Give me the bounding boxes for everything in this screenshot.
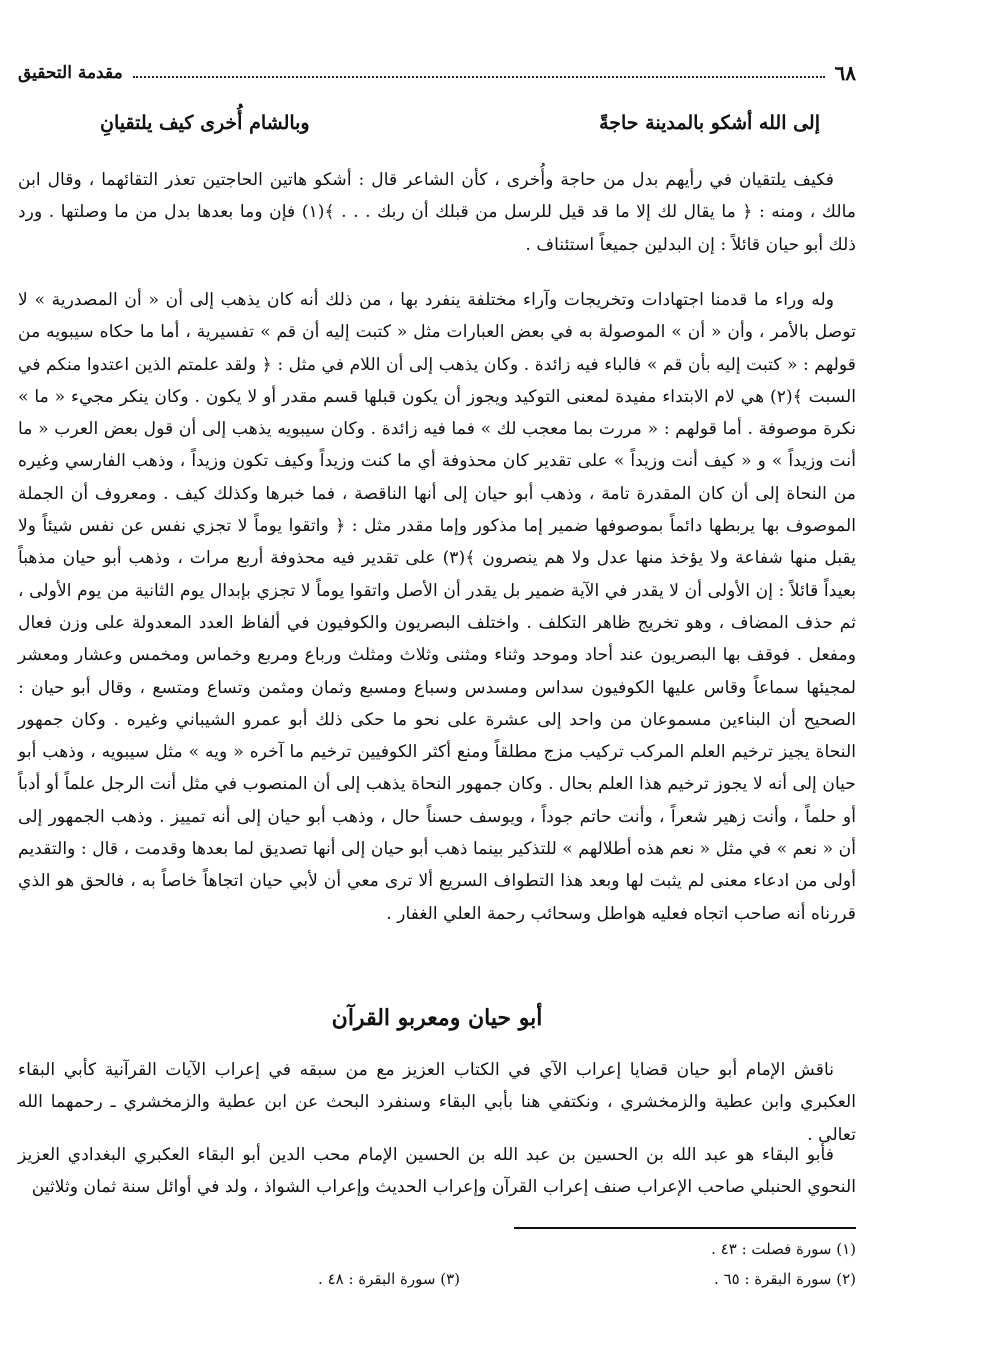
paragraph-text: فكيف يلتقيان في رأيهم بدل من حاجة وأُخرى ، كأن الشاعر قال : أشكو هاتين الحاجتين تعذر التقائهما ، وقال ابن مالك ، ومنه : ﴿ ما يقال لك إلا ما قد قيل للرسل من قبلك أن ربك . . . ﴾(١) فإن وما بعدها بدل من ما وصلتها . ورد ذلك أبو حيان قائلاً : إن البدلين جميعاً استئناف .	[18, 170, 857, 255]
paragraph-text: وله وراء ما قدمنا اجتهادات وتخريجات وآراء مختلفة ينفرد بها ، من ذلك أنه كان يذهب إلى أن « أن المصدرية » لا توصل بالأمر ، وأن « أن » الموصولة به في بعض العبارات مثل « كتبت إليه أن قم » تفسيرية ، أما ما حكاه سيبويه من قولهم : « كتبت إليه بأن قم » فالباء فيه زائدة . وكان يذهب إلى أن اللام في مثل : ﴿ ولقد علمتم الذين اعتدوا منكم في السبت ﴾(٢) هي لام الابتداء مفيدة لمعنى التوكيد ويجوز أن يكون قبلها قسم مقدر أو لا يكون . وكان ينكر مجيء « ما » نكرة موصوفة . أما قولهم : « مررت بما معجب لك » فما فيه زائدة . وكان سيبويه يذهب إلى أن قول بعض العرب « ما أنت وزيداً » و « كيف أنت وزيداً » على تقدير كان محذوفة أي ما كنت وزيداً وكيف تكون وزيداً ، وذهب الفارسي وغيره من النحاة إلى أن كان المقدرة تامة ، وذهب أبو حيان إلى أنها الناقصة ، فما خبرها وكذلك كيف . ومعروف أن الجملة الموصوف بها يربطها دائماً بموصوفها ضمير إما مذكور وإما مقدر مثل : ﴿ واتقوا يوماً لا تجزي نفس عن نفس شيئاً ولا يقبل منها شفاعة ولا يؤخذ منها عدل ولا هم ينصرون ﴾(٣) على تقدير فيه محذوفة أربع مرات ، وذهب أبو حيان مذهباً بعيداً قائلاً : إن الأولى أن لا يقدر في الآية ضمير بل يقدر أن الأصل واتقوا يوماً لا تجزي بإبدال يوم الثانية من يوم الأولى ، ثم حذف المضاف ، وهو تخريج ظاهر التكلف . واختلف البصريون والكوفيون في ألفاظ العدد المعدولة على وزن فعال ومفعل . فوقف بها البصريون عند أحاد وموحد وثناء ومثنى وثلاث ومثلث ورباع ومربع وخماس ومخمس وعشار ومعشر لمجيئها سماعاً وقاس عليها الكوفيون سداس ومسدس وسباع ومسبع وثمان ومثمن وتساع ومتسع ، وقال أبو حيان : الصحيح أن البناءين مسموعان من واحد إلى عشرة على نحو ما حكى ذلك أبو عمرو الشيباني وغيره . وكان جمهور النحاة يجيز ترخيم العلم المركب تركيب مزج مطلقاً ومنع أكثر الكوفيين ترخيم ما آخره « ويه » مثل سيبويه ، وذهب أبو حيان إلى أنه لا يجوز ترخيم هذا العلم بحال . وكان جمهور النحاة يذهب إلى أن المنصوب في مثل أنت الرجل علماً أو أدباً أو حلماً ، وأنت زهير شعراً ، وأنت حاتم جوداً ، ويوسف حسناً حال ، وذهب أبو حيان إلى أنه تمييز . وذهب الجمهور إلى أن « نعم » في مثل « نعم هذه أطلالهم » للتذكير بينما ذهب أبو حيان إلى أنها تصديق لما بعدها وقدمت ، قال : والتقديم أولى من ادعاء معنى لم يثبت لها وبعد هذا التطواف السريع ألا ترى معي أن لأبي حيان اتجاهاً خاصاً به ، فالحق هو الذي قررناه أنه صاحب اتجاه فعليه هواطل وسحائب رحمة العلي الغفار .	[18, 290, 857, 924]
poetry-verse	[100, 112, 820, 146]
paragraph-quran-parsers	[18, 1054, 856, 1151]
running-title: مقدمة التحقيق	[18, 63, 123, 83]
paragraph-abu-al-baqa	[18, 1139, 856, 1204]
page-header	[18, 58, 856, 88]
page-number: ٦٨	[834, 61, 856, 85]
paragraph-badal-discussion	[18, 164, 856, 261]
paragraph-text: فأبو البقاء هو عبد الله بن الحسين بن عبد الله بن الحسين الإمام محب الدين أبو البقاء العكبري البغدادي العزيز النحوي الحنبلي صاحب الإعراب صنف إعراب القرآن وإعراب الحديث وإعراب الشواذ ، ولد في أوائل سنة ثمان وثلاثين	[18, 1145, 856, 1198]
header-dotted-leader	[133, 76, 825, 78]
section-heading: أبو حيان ومعربو القرآن	[331, 1005, 543, 1031]
paragraph-text: ناقش الإمام أبو حيان قضايا إعراب الآي في الكتاب العزيز مع من سبقه في إعراب الآيات القرآنية كأبي البقاء العكبري وابن عطية والزمخشري ، ونكتفي هنا بأبي البقاء وسنفرد البحث عن ابن عطية والزمخشري ـ رحمهما الله تعالى .	[18, 1060, 856, 1145]
footnote-divider	[514, 1227, 856, 1229]
paragraph-abu-hayyan-opinions	[18, 284, 856, 930]
verse-second-hemistich: وبالشام أُخرى كيف يلتقيانِ	[100, 112, 310, 134]
verse-first-hemistich: إلى الله أشكو بالمدينة حاجةً	[599, 112, 820, 134]
footnote-1: (١) سورة فصلت : ٤٣ .	[711, 1240, 856, 1258]
footnote-3: (٣) سورة البقرة : ٤٨ .	[318, 1270, 460, 1288]
footnote-2: (٢) سورة البقرة : ٦٥ .	[714, 1270, 856, 1288]
